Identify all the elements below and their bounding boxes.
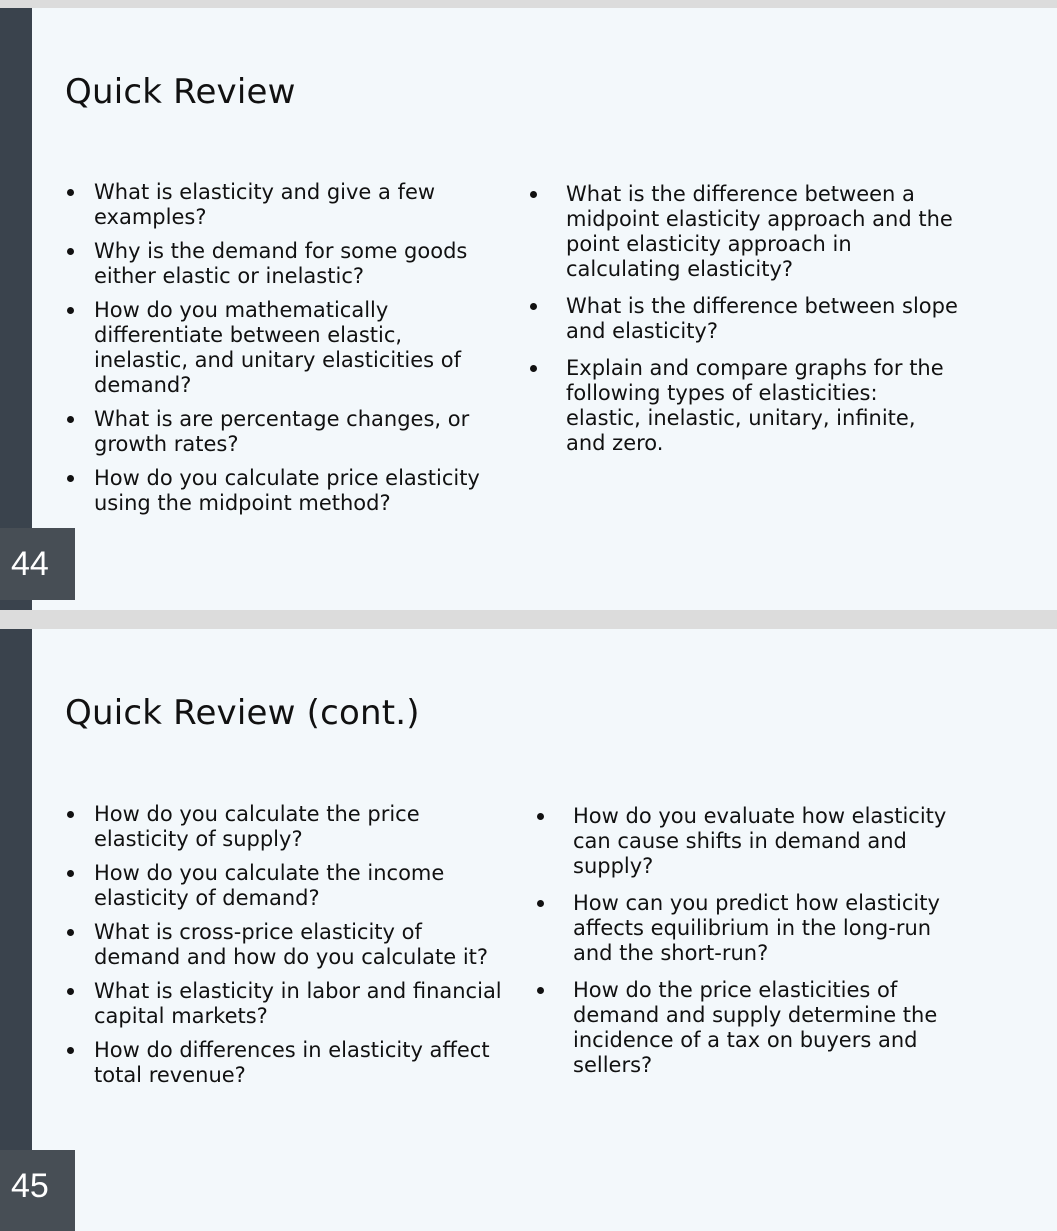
bullet-item: How do differences in elasticity affect total revenue? bbox=[65, 1038, 510, 1088]
bullet-item: What is the difference between a midpoint elasticity approach and the point elasticity approach in calculating elasticity? bbox=[528, 182, 958, 282]
bullet-item: What is elasticity and give a few examples? bbox=[65, 180, 485, 230]
left-bullet-list bbox=[65, 180, 485, 525]
right-bullet-list bbox=[528, 182, 958, 468]
slide-45[interactable] bbox=[0, 629, 1057, 1231]
bullet-item: How do you calculate the income elasticity of demand? bbox=[65, 861, 510, 911]
bullet-item: How do you calculate price elasticity using the midpoint method? bbox=[65, 466, 485, 516]
bullet-item: What is cross-price elasticity of demand and how do you calculate it? bbox=[65, 920, 510, 970]
slide-accent-bar bbox=[0, 629, 32, 1231]
bullet-item: Why is the demand for some goods either elastic or inelastic? bbox=[65, 239, 485, 289]
bullet-item: How do you calculate the price elasticity of supply? bbox=[65, 802, 510, 852]
bullet-item: What is are percentage changes, or growth rates? bbox=[65, 407, 485, 457]
bullet-item: How do you mathematically differentiate between elastic, inelastic, and unitary elasticities of demand? bbox=[65, 298, 485, 398]
slide-44[interactable] bbox=[0, 8, 1057, 610]
bullet-item: How can you predict how elasticity affects equilibrium in the long-run and the short-run? bbox=[535, 891, 965, 966]
bullet-item: What is elasticity in labor and financial capital markets? bbox=[65, 979, 510, 1029]
bullet-item: How do the price elasticities of demand and supply determine the incidence of a tax on buyers and sellers? bbox=[535, 978, 965, 1078]
left-bullet-list bbox=[65, 802, 510, 1097]
slide-number-badge: 44 bbox=[0, 528, 75, 600]
slide-title: Quick Review bbox=[65, 72, 296, 112]
bullet-item: What is the difference between slope and elasticity? bbox=[528, 294, 958, 344]
bullet-item: Explain and compare graphs for the following types of elasticities: elastic, inelastic, unitary, infinite, and zero. bbox=[528, 356, 958, 456]
slide-title: Quick Review (cont.) bbox=[65, 693, 420, 733]
slide-accent-bar bbox=[0, 8, 32, 610]
bullet-item: How do you evaluate how elasticity can cause shifts in demand and supply? bbox=[535, 804, 965, 879]
right-bullet-list bbox=[535, 804, 965, 1090]
slide-number-badge: 45 bbox=[0, 1150, 75, 1231]
